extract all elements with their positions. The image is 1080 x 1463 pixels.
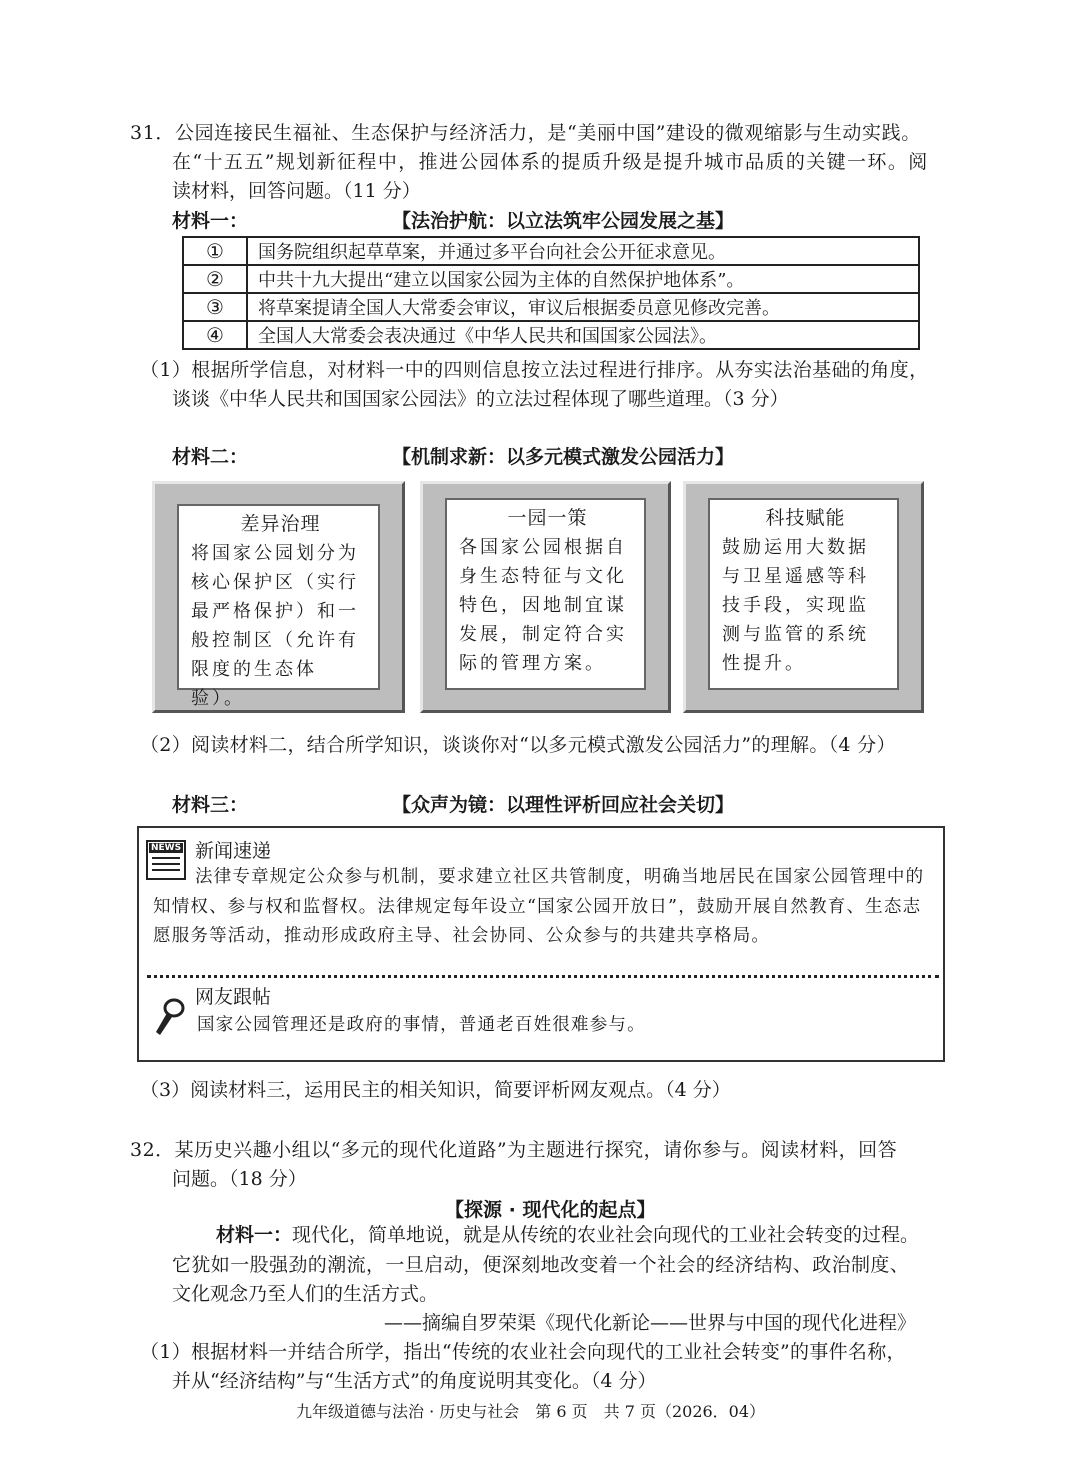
m2-box-text: 鼓励运用大数据与卫星遥感等科技手段，实现监测与监管的系统性提升。 (722, 537, 869, 674)
q32-section-title: 【探源 · 现代化的起点】 (445, 1199, 656, 1221)
table-row (183, 237, 919, 265)
m2-box-text: 将国家公园划分为核心保护区（实行最严格保护）和一般控制区（允许有限度的生态体验）。 (191, 543, 359, 709)
table-row (183, 293, 919, 321)
comment-text: 国家公园管理还是政府的事情，普通老百姓很难参与。 (197, 1015, 646, 1035)
m2-label: 材料二： (172, 446, 249, 468)
table-row (183, 321, 919, 349)
m3-title: 【众声为镜：以理性评析回应社会关切】 (392, 794, 735, 816)
q31-sub1-line-2: 谈谈《中华人民共和国国家公园法》的立法过程体现了哪些道理。（3 分） (172, 388, 789, 410)
table-row (183, 265, 919, 293)
m2-box-title: 一园一策 (507, 507, 588, 529)
m1-table (182, 236, 920, 350)
q32-sub1-line-2: 并从“经济结构”与“生活方式”的角度说明其变化。（4 分） (172, 1370, 657, 1392)
q32-intro-line-1: 32．某历史兴趣小组以“多元的现代化道路”为主题进行探究，请你参与。阅读材料，回答 (130, 1139, 898, 1161)
news-text: 法律专章规定公众参与机制，要求建立社区共管制度，明确当地居民在国家公园管理中的知情权、参与权和监督权。法律规定每年设立“国家公园开放日”，鼓励开展自然教育、生态志愿服务等活动，推动形成政府主导、社会协同、公众参与的共建共享格局。 (153, 867, 925, 946)
row-number: ③ (183, 293, 247, 321)
q32-m1-line-1 (216, 1220, 919, 1250)
q32-m1-line-3: 文化观念乃至人们的生活方式。 (172, 1283, 439, 1305)
m1-label: 材料一： (172, 210, 249, 232)
m2-box-1-content (177, 504, 380, 709)
q31-sub1-line-1: （1）根据所学信息，对材料一中的四则信息按立法过程进行排序。从夯实法治基础的角度， (140, 359, 929, 381)
m1-title: 【法治护航：以立法筑牢公园发展之基】 (392, 210, 735, 232)
q32-m1-text: 现代化，简单地说，就是从传统的农业社会向现代的工业社会转变的过程。 (292, 1224, 920, 1246)
row-text: 国务院组织起草草案，并通过多平台向社会公开征求意见。 (247, 237, 919, 265)
row-text: 中共十九大提出“建立以国家公园为主体的自然保护地体系”。 (247, 265, 919, 293)
m2-box-3 (683, 481, 924, 713)
comment-title: 网友跟帖 (195, 986, 272, 1008)
m2-box-3-content (708, 498, 899, 690)
row-number: ② (183, 265, 247, 293)
m2-box-1 (152, 481, 405, 713)
newspaper-icon: NEWS (146, 840, 186, 880)
m2-box-2 (420, 481, 671, 713)
m2-box-2-content (445, 498, 646, 690)
row-number: ① (183, 237, 247, 265)
m2-box-text: 各国家公园根据自身生态特征与文化特色，因地制宜谋发展，制定符合实际的管理方案。 (459, 537, 627, 674)
q32-m1-label: 材料一： (216, 1224, 293, 1246)
row-text: 将草案提请全国人大常委会审议，审议后根据委员意见修改完善。 (247, 293, 919, 321)
m3-label: 材料三： (172, 794, 249, 816)
q32-sub1-line-1: （1）根据材料一并结合所学，指出“传统的农业社会向现代的工业社会转变”的事件名称， (140, 1341, 906, 1363)
q32-source: ——摘编自罗荣渠《现代化新论——世界与中国的现代化进程》 (384, 1312, 917, 1334)
q32-intro-line-2: 问题。（18 分） (172, 1168, 307, 1190)
page-footer: 九年级道德与法治 · 历史与社会 第 6 页 共 7 页（2026．04） (296, 1402, 766, 1421)
q31-sub3: （3）阅读材料三，运用民主的相关知识，简要评析网友观点。（4 分） (140, 1079, 731, 1101)
q31-intro-line-3: 读材料，回答问题。（11 分） (172, 180, 421, 202)
q31-intro-line-1: 31．公园连接民生福祉、生态保护与经济活力，是“美丽中国”建设的微观缩影与生动实践。 (130, 122, 921, 144)
q31-intro-line-2: 在“十五五”规划新征程中，推进公园体系的提质升级是提升城市品质的关键一环。阅 (172, 151, 929, 173)
news-title: 新闻速递 (195, 840, 272, 862)
row-number: ④ (183, 321, 247, 349)
m2-title: 【机制求新：以多元模式激发公园活力】 (392, 446, 735, 468)
q31-sub2: （2）阅读材料二，结合所学知识，谈谈你对“以多元模式激发公园活力”的理解。（4 分） (140, 734, 896, 756)
q32-m1-line-2: 它犹如一股强劲的潮流，一旦启动，便深刻地改变着一个社会的经济结构、政治制度、 (172, 1254, 910, 1276)
m3-news-box (137, 826, 945, 1062)
m2-box-title: 差异治理 (240, 513, 321, 535)
microphone-icon (151, 998, 185, 1038)
divider (147, 975, 939, 978)
m2-box-title: 科技赋能 (765, 507, 846, 529)
row-text: 全国人大常委会表决通过《中华人民共和国国家公园法》。 (247, 321, 919, 349)
